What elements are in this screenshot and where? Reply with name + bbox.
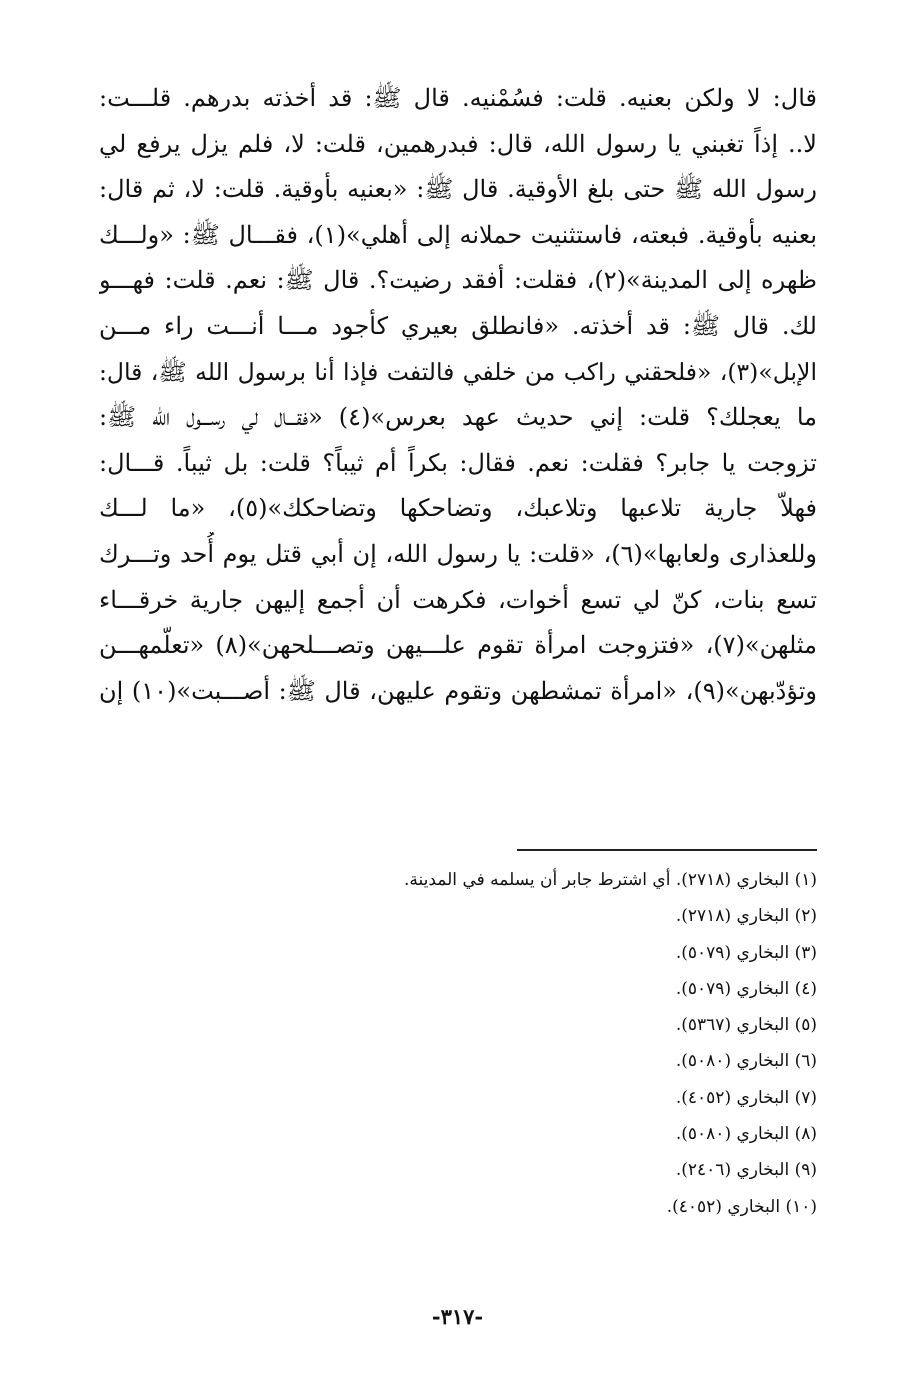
footnote-5: (٥) البخاري (٥٣٦٧). bbox=[675, 1015, 817, 1036]
footnote-10: (١٠) البخاري (٤٠٥٢). bbox=[666, 1196, 817, 1217]
body-line-5: ظهره إلى المدينة»(٢)، فقلت: أفقد رضيت؟. قال ﷺ: نعم. قلت: فهـــو bbox=[99, 266, 817, 295]
body-line-14: وتؤدّبهن»(٩)، «امرأة تمشطهن وتقوم عليهن، قال ﷺ: أصـــبت»(١٠) إن bbox=[99, 676, 817, 705]
body-line-7: الإبل»(٣)، «فلحقني راكب من خلفي فالتفت فإذا أنا برسول الله ﷺ، قال: bbox=[99, 357, 817, 386]
footnote-6: (٦) البخاري (٥٠٨٠). bbox=[675, 1051, 817, 1072]
body-line-10: فهلاّ جارية تلاعبها وتلاعبك، وتضاحكها وتضاحكك»(٥)، «ما لـــك bbox=[99, 494, 817, 523]
body-line-8: ما يعجلك؟ قلت: إني حديث عهد بعرس»(٤) «فقـــال لي رســـول الله ﷺ: bbox=[99, 403, 817, 432]
footnote-9: (٩) البخاري (٢٤٠٦). bbox=[675, 1160, 817, 1181]
page-number: -٣١٧- bbox=[431, 1304, 484, 1329]
body-line-3: رسول الله ﷺ حتى بلغ الأوقية. قال ﷺ: «بعنيه بأوقية. قلت: لا، ثم قال: bbox=[99, 175, 817, 204]
footnote-8: (٨) البخاري (٥٠٨٠). bbox=[675, 1124, 817, 1145]
footnote-separator bbox=[517, 849, 817, 851]
footnote-2: (٢) البخاري (٢٧١٨). bbox=[675, 906, 817, 927]
body-line-9: تزوجت يا جابر؟ فقلت: نعم. فقال: بكراً أم ثيباً؟ قلت: بل ثيباً. قـــال: bbox=[99, 448, 817, 477]
body-line-12: تسع بنات، كنّ لي تسع أخوات، فكرهت أن أجمع إليهن جارية خرقـــاء bbox=[99, 585, 817, 614]
body-line-2: لا.. إذاً تغبني يا رسول الله، قال: فبدرهمين، قلت: لا، فلم يزل يرفع لي bbox=[99, 129, 817, 158]
footnote-3: (٣) البخاري (٥٠٧٩). bbox=[675, 942, 817, 963]
body-line-6: لك. قال ﷺ: قد أخذته. «فانطلق بعيري كأجود مـــا أنـــت راء مـــن bbox=[99, 311, 817, 340]
footnote-7: (٧) البخاري (٤٠٥٢). bbox=[675, 1087, 817, 1108]
body-line-13: مثلهن»(٧)، «فتزوجت امرأة تقوم علـــيهن وتصـــلحهن»(٨) «تعلّمهـــن bbox=[99, 631, 817, 660]
body-text bbox=[99, 76, 817, 714]
body-line-4: بعنيه بأوقية. فبعته، فاستثنيت حملانه إلى أهلي»(١)، فقـــال ﷺ: «ولـــك bbox=[99, 220, 817, 249]
footnotes bbox=[99, 862, 817, 1225]
body-line-1: قال: لا ولكن بعنيه. قلت: فسُمْنيه. قال ﷺ: قد أخذته بدرهم. قلـــت: bbox=[99, 84, 817, 112]
body-line-11: وللعذارى ولعابها»(٦)، «قلت: يا رسول الله، إن أبي قتل يوم أُحد وتـــرك bbox=[99, 539, 817, 568]
footnote-4: (٤) البخاري (٥٠٧٩). bbox=[675, 978, 817, 999]
footnote-1: (١) البخاري (٢٧١٨). أي اشترط جابر أن يسلمه في المدينة. bbox=[404, 870, 817, 890]
